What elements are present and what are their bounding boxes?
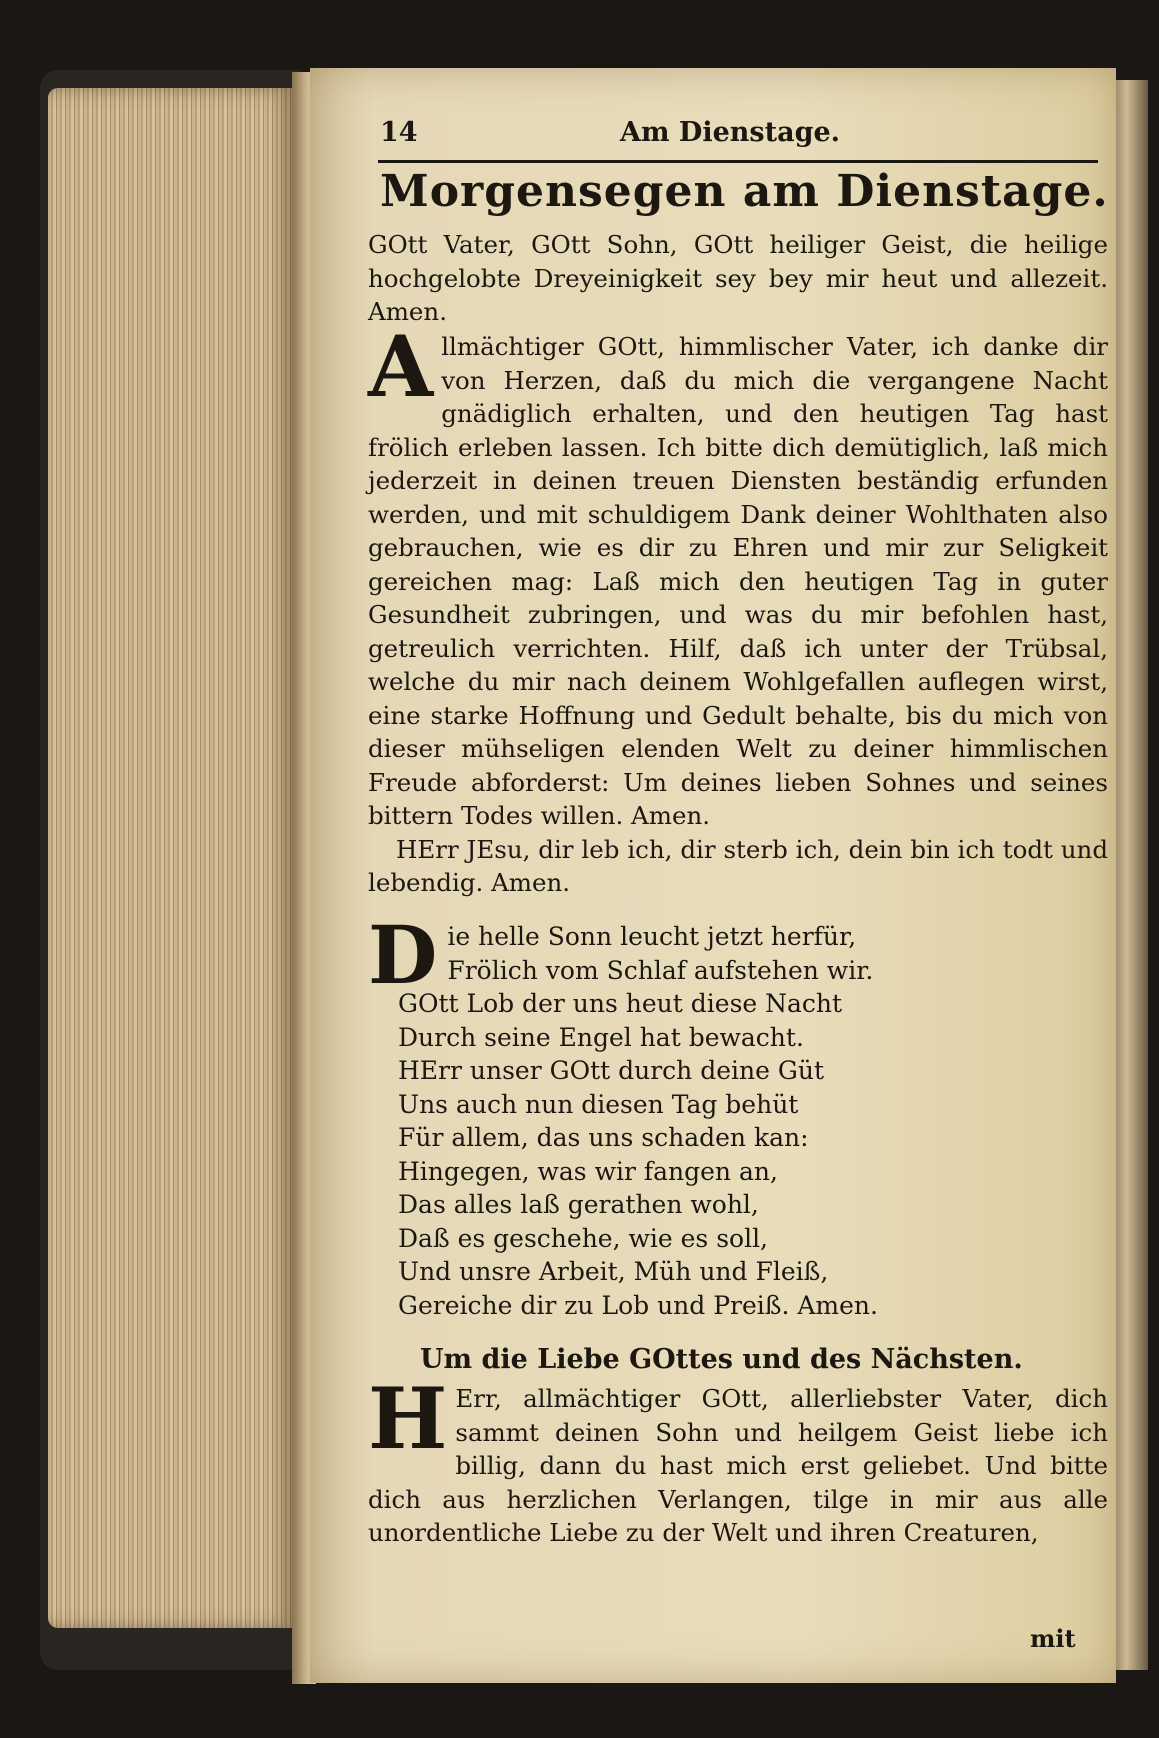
morning-prayer-paragraph: [368, 317, 1108, 833]
page-number: 14: [380, 117, 418, 148]
drop-cap-a: A: [368, 317, 434, 416]
love-prayer-paragraph: [368, 1369, 1108, 1550]
hymn-line: Und unsre Arbeit, Müh und Fleiß,: [398, 1257, 829, 1286]
section-heading: Um die Liebe GOttes und des Nächsten.: [420, 1344, 1023, 1375]
hymn-line: Daß es geschehe, wie es soll,: [398, 1223, 769, 1253]
ejaculation-text: HErr JEsu, dir leb ich, dir sterb ich, dein bin ich todt und lebendig. Amen.: [368, 834, 1108, 897]
hymn-line: Gereiche dir zu Lob und Preiß. Amen.: [398, 1290, 878, 1320]
hymn-line: Durch seine Engel hat bewacht.: [398, 1022, 804, 1052]
page-title: Morgensegen am Dienstage.: [380, 166, 1109, 217]
page-edges: [48, 88, 298, 1628]
hymn-line: GOtt Lob der uns heut diese Nacht: [398, 989, 843, 1018]
invocation: [368, 228, 1108, 329]
page-header: [380, 113, 1080, 153]
morning-prayer-text: llmächtiger GOtt, himmlischer Vater, ich danke dir von Herzen, daß du mich die vergangene Nacht gnädiglich erhalten, und den heutigen Tag hast frölich erleben lassen. Ich bitte dich demütiglich, laß mich jederzeit in deinen treuen Diensten beständig erfunden werden, und mit schuldigem Dank deiner Wohlthaten also gebrauchen, wie es dir zu Ehren und mir zur Seligkeit gereichen mag: Laß mich den heutigen Tag in guter Gesundheit zubringen, und was du mir befohlen hast, getreulich verrichten. Hilf, daß ich unter der Trübsal, welche du mir nach deinem Wohlgefallen auflegen wirst, eine starke Hoffnung und Gedult behalte, bis du mich von dieser mühseligen elenden Welt zu deiner himmlischen Freude abforderst: Um deines lieben Sohnes und seines bittern Todes willen. Amen.: [368, 332, 1108, 830]
drop-cap-d: D: [368, 908, 438, 1002]
hymn-line: Für allem, das uns schaden kan:: [398, 1123, 809, 1152]
love-prayer-text: Err, allmächtiger GOtt, allerliebster Vater, dich sammt deinen Sohn und heilgem Geist liebe ich billig, dann du hast mich erst geliebet. Und bitte dich aus herzlichen Verlangen, tilge in mir aus alle unordentliche Liebe zu der Welt und ihren Creaturen,: [368, 1384, 1108, 1547]
running-head: Am Dienstage.: [620, 117, 841, 148]
facing-page-edge: [1112, 80, 1148, 1670]
hymn: [368, 908, 1108, 1322]
invocation-text: GOtt Vater, GOtt Sohn, GOtt heiliger Geist, die heilige hochgelobte Dreyeinigkeit sey bey mir heut und allezeit. Amen.: [368, 230, 1108, 326]
hymn-line: Frölich vom Schlaf aufstehen wir.: [447, 955, 874, 985]
catchword: mit: [1030, 1624, 1076, 1653]
header-rule: [378, 160, 1098, 163]
drop-cap-h: H: [368, 1369, 448, 1468]
hymn-line: Uns auch nun diesen Tag behüt: [398, 1089, 799, 1119]
hymn-line: Hingegen, was wir fangen an,: [398, 1156, 778, 1186]
book-page: [310, 68, 1116, 1683]
love-prayer: [368, 1369, 1108, 1550]
hymn-line: ie helle Sonn leucht jetzt herfür,: [447, 922, 857, 951]
morning-prayer: [368, 317, 1108, 900]
hymn-line: Das alles laß gerathen wohl,: [398, 1190, 759, 1219]
hymn-line: HErr unser GOtt durch deine Güt: [398, 1056, 824, 1085]
